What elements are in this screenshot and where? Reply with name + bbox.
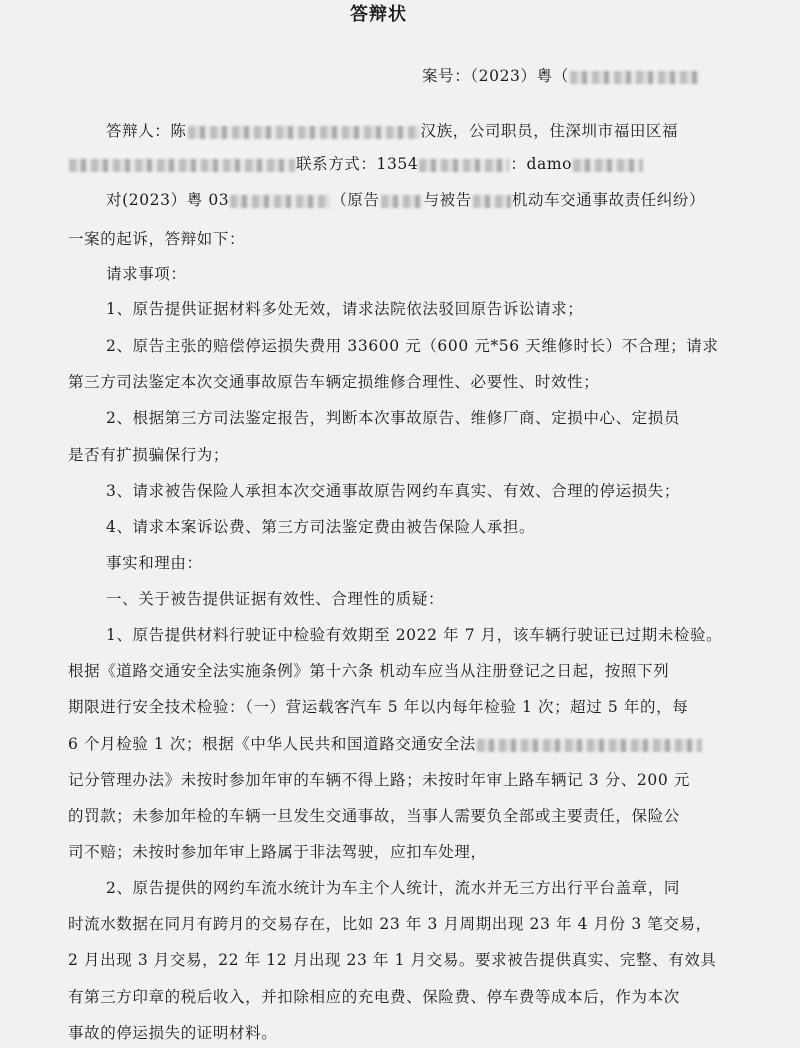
request-item: 4、请求本案诉讼费、第三方司法鉴定费由被告保险人承担。 — [106, 518, 536, 536]
request-item: 2、根据第三方司法鉴定报告，判断本次事故原告、维修厂商、定损中心、定损员 — [106, 409, 680, 427]
request-item: 2、原告主张的赔偿停运损失费用 33600 元（600 元*56 天维修时长）不合理；请求 — [106, 337, 719, 355]
respondent-info: 汉族，公司职员，住深圳市福田区福 — [420, 122, 679, 140]
requests-heading: 请求事项： — [106, 265, 187, 283]
paragraph-line: 2、原告提供的网约车流水统计为车主个人统计，流水并无三方出行平台盖章，同 — [106, 879, 680, 897]
respondent-line-2 — [68, 154, 644, 174]
redaction — [419, 159, 509, 172]
respondent-email: ：damo — [510, 155, 573, 173]
paragraph-line: 的罚款；未参加年检的车辆一旦发生交通事故，当事人需要负全部或主要责任，保险公 — [68, 807, 680, 825]
respondent-phone: 联系方式：1354 — [296, 155, 419, 173]
redaction — [573, 159, 643, 172]
intro-defendant: 与被告 — [423, 191, 472, 209]
paragraph-line: 根据《道路交通安全法实施条例》第十六条 机动车应当从注册登记之日起，按照下列 — [68, 662, 670, 680]
document-title: 答辩状 — [350, 4, 407, 25]
redaction — [473, 195, 511, 208]
request-item: 3、请求被告保险人承担本次交通事故原告网约车真实、有效、合理的停运损失； — [106, 482, 680, 500]
section-heading: 一、关于被告提供证据有效性、合理性的质疑： — [106, 590, 445, 608]
case-number-text: 案号：（2023）粤（ — [422, 67, 569, 85]
intro-line-1 — [106, 190, 705, 210]
paragraph-line — [68, 734, 703, 754]
respondent-name: 答辩人：陈 — [106, 122, 187, 140]
paragraph-line: 事故的停运损失的证明材料。 — [68, 1024, 278, 1042]
redaction — [477, 739, 702, 752]
intro-line-2: 一案的起诉，答辩如下： — [68, 230, 246, 248]
request-item: 1、原告提供证据材料多处无效，请求法院依法驳回原告诉讼请求； — [106, 300, 584, 318]
redaction — [69, 159, 295, 172]
redaction — [230, 195, 330, 208]
paragraph-line: 有第三方印章的税后收入，并扣除相应的充电费、保险费、停车费等成本后，作为本次 — [68, 988, 680, 1006]
request-item: 是否有扩损骗保行为； — [68, 446, 230, 464]
case-number — [422, 66, 701, 86]
redaction — [188, 126, 420, 139]
paragraph-line: 1、原告提供材料行驶证中检验有效期至 2022 年 7 月，该车辆行驶证已过期未检验。 — [106, 626, 723, 644]
intro-dispute: 机动车交通事故责任纠纷） — [511, 191, 706, 209]
paragraph-line: 时流水数据在同月有跨月的交易存在，比如 23 年 3 月周期出现 23 年 4 月份 3 笔交易， — [68, 915, 712, 933]
paragraph-line: 司不赔；未按时参加年审上路属于非法驾驶，应扣车处理， — [68, 843, 487, 861]
redaction — [570, 71, 700, 84]
intro-case-ref: 对(2023）粤 03 — [106, 191, 230, 209]
request-item: 第三方司法鉴定本次交通事故原告车辆定损维修合理性、必要性、时效性； — [68, 373, 600, 391]
paragraph-text: 6 个月检验 1 次；根据《中华人民共和国道路交通安全法 — [68, 735, 476, 753]
redaction — [381, 195, 423, 208]
intro-plaintiff: （原告 — [331, 191, 380, 209]
respondent-line-1 — [106, 121, 678, 141]
paragraph-line: 记分管理办法》未按时参加年审的车辆不得上路；未按时年审上路车辆记 3 分、200 元 — [68, 771, 690, 789]
paragraph-line: 期限进行安全技术检验：（一）营运载客汽车 5 年以内每年检验 1 次；超过 5 年的，每 — [68, 698, 689, 716]
paragraph-line: 2 月出现 3 月交易，22 年 12 月出现 23 年 1 月交易。要求被告提供真实、完整、有效具 — [68, 951, 717, 969]
facts-heading: 事实和理由： — [106, 554, 203, 572]
